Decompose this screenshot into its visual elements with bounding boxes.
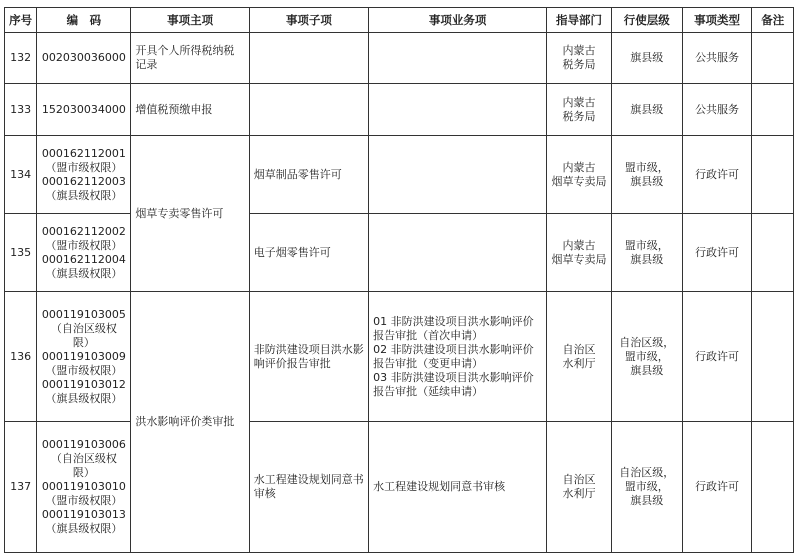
row-type: 行政许可 [682, 292, 752, 422]
row-sub: 电子烟零售许可 [249, 214, 368, 292]
table-row [5, 422, 794, 553]
row-code: 000162112001 （盟市级权限） 000162112003 （旗县级权限） [37, 136, 131, 214]
header-type: 事项类型 [682, 8, 752, 33]
header-code: 编 码 [37, 8, 131, 33]
row-no: 133 [5, 84, 37, 136]
row-level: 旗县级 [611, 33, 682, 84]
row-sub [249, 84, 368, 136]
row-code: 000119103006 （自治区级权限） 000119103010 （盟市级权限） 000119103013 （旗县级权限） [37, 422, 131, 553]
row-sub [249, 33, 368, 84]
row-biz [369, 136, 547, 214]
row-code: 000162112002 （盟市级权限） 000162112004 （旗县级权限） [37, 214, 131, 292]
row-biz [369, 84, 547, 136]
table-row [5, 33, 794, 84]
row-biz: 水工程建设规划同意书审核 [369, 422, 547, 553]
row-note [752, 136, 794, 214]
row-level: 盟市级， 旗县级 [611, 136, 682, 214]
row-type: 公共服务 [682, 33, 752, 84]
row-type: 行政许可 [682, 214, 752, 292]
row-no: 136 [5, 292, 37, 422]
row-dept: 内蒙古 烟草专卖局 [547, 214, 612, 292]
row-note [752, 422, 794, 553]
row-main-merged: 洪水影响评价类审批 [131, 292, 249, 553]
row-no: 137 [5, 422, 37, 553]
row-note [752, 292, 794, 422]
row-sub: 水工程建设规划同意书审核 [249, 422, 368, 553]
row-type: 公共服务 [682, 84, 752, 136]
row-main: 增值税预缴申报 [131, 84, 249, 136]
row-biz [369, 214, 547, 292]
header-note: 备注 [752, 8, 794, 33]
header-no: 序号 [5, 8, 37, 33]
table-row [5, 136, 794, 214]
row-biz: 01 非防洪建设项目洪水影响评价报告审批（首次申请） 02 非防洪建设项目洪水影响评价报告审批（变更申请） 03 非防洪建设项目洪水影响评价报告审批（延续申请） [369, 292, 547, 422]
row-level: 盟市级， 旗县级 [611, 214, 682, 292]
row-code: 000119103005 （自治区级权限） 000119103009 （盟市级权限） 000119103012 （旗县级权限） [37, 292, 131, 422]
header-dept: 指导部门 [547, 8, 612, 33]
row-level: 旗县级 [611, 84, 682, 136]
row-code: 002030036000 [37, 33, 131, 84]
row-note [752, 33, 794, 84]
row-dept: 自治区 水利厅 [547, 292, 612, 422]
header-level: 行使层级 [611, 8, 682, 33]
row-dept: 内蒙古 税务局 [547, 33, 612, 84]
matters-table [4, 7, 794, 553]
row-no: 134 [5, 136, 37, 214]
row-note [752, 214, 794, 292]
row-main: 开具个人所得税纳税记录 [131, 33, 249, 84]
table-row [5, 214, 794, 292]
row-note [752, 84, 794, 136]
header-main: 事项主项 [131, 8, 249, 33]
row-no: 135 [5, 214, 37, 292]
row-dept: 内蒙古 税务局 [547, 84, 612, 136]
row-main-merged: 烟草专卖零售许可 [131, 136, 249, 292]
header-row [5, 8, 794, 33]
row-level: 自治区级， 盟市级， 旗县级 [611, 292, 682, 422]
table-row [5, 84, 794, 136]
row-dept: 自治区 水利厅 [547, 422, 612, 553]
row-sub: 烟草制品零售许可 [249, 136, 368, 214]
row-level: 自治区级， 盟市级， 旗县级 [611, 422, 682, 553]
header-sub: 事项子项 [249, 8, 368, 33]
row-type: 行政许可 [682, 136, 752, 214]
row-code: 152030034000 [37, 84, 131, 136]
header-biz: 事项业务项 [369, 8, 547, 33]
row-type: 行政许可 [682, 422, 752, 553]
row-sub: 非防洪建设项目洪水影响评价报告审批 [249, 292, 368, 422]
row-dept: 内蒙古 烟草专卖局 [547, 136, 612, 214]
table-row [5, 292, 794, 422]
row-biz [369, 33, 547, 84]
row-no: 132 [5, 33, 37, 84]
